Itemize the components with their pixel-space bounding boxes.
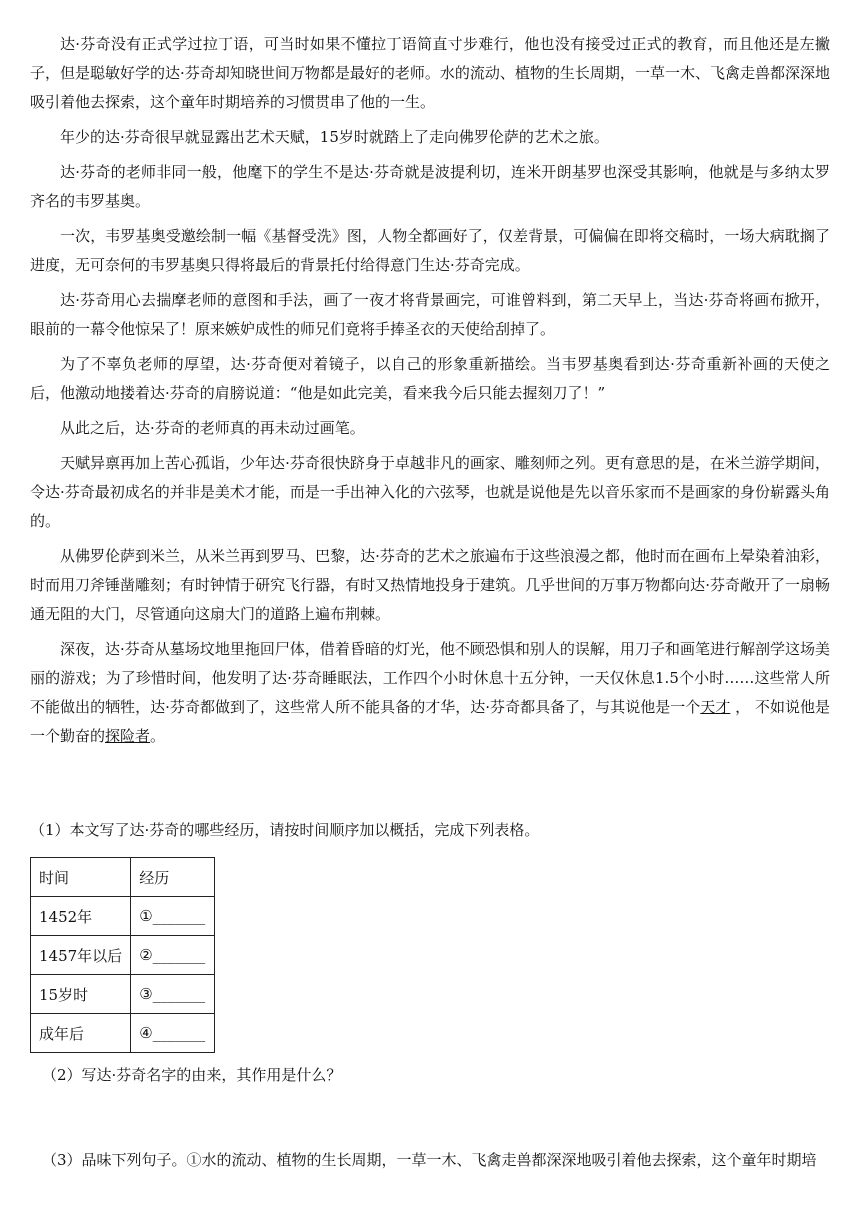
paragraph-2: 年少的达·芬奇很早就显露出艺术天赋，15岁时就踏上了走向佛罗伦萨的艺术之旅。 [60,128,609,146]
table-row [31,1014,215,1053]
paragraph-8: 天赋异禀再加上苦心孤诣，少年达·芬奇很快跻身于卓越非凡的画家、雕刻师之列。更有意思的是，在米兰游学期间，令达·芬奇最初成名的并非是美术才能，而是一手出神入化的六弦琴，也就是说他是先以音乐家而不是画家的身份崭露头角的。 [30,454,830,530]
table-cell-time: 1457年以后 [31,936,131,975]
paragraph-3: 达·芬奇的老师非同一般，他麾下的学生不是达·芬奇就是波提利切，连米开朗基罗也深受其影响，他就是与多纳太罗齐名的韦罗基奥。 [30,163,830,210]
table-cell-time: 15岁时 [31,975,131,1014]
paragraph-10 [30,635,830,751]
table-cell-blank[interactable]: ④_______ [131,1014,215,1053]
table-header-row [31,858,215,897]
question-2: （2）写达·芬奇名字的由来，其作用是什么？ [42,1066,342,1084]
table-cell-blank[interactable]: ①_______ [131,897,215,936]
underlined-word-explorer: 探险者 [105,727,151,745]
table-header-experience: 经历 [131,858,215,897]
paragraph-10-text-start: 深夜，达·芬奇从墓场坟地里拖回尸体，借着昏暗的灯光，他不顾恐惧和别人的误解，用刀子和画笔进行解剖学这场美丽的游戏；为了珍惜时间，他发明了达·芬奇睡眠法，工作四个小时休息十五分钟，一天仅休息1.5个小时……这些常人所不能做出的牺牲，达·芬奇都做到了，这些常人所不能具备的才华，达·芬奇都具备了，与其说他是一个 [30,640,830,716]
table-header-time: 时间 [31,858,131,897]
table-cell-blank[interactable]: ③_______ [131,975,215,1014]
paragraph-10-text-middle: ， 不如说他是一个勤奋的 [30,698,830,745]
article-body [30,30,830,757]
paragraph-7: 从此之后，达·芬奇的老师真的再未动过画笔。 [60,419,365,437]
paragraph-6: 为了不辜负老师的厚望，达·芬奇便对着镜子，以自己的形象重新描绘。当韦罗基奥看到达·芬奇重新补画的天使之后，他激动地搂着达·芬奇的肩膀说道：“他是如此完美，看来我今后只能去握刻刀了！” [30,355,830,402]
question-1: （1）本文写了达·芬奇的哪些经历，请按时间顺序加以概括，完成下列表格。 [30,821,540,839]
paragraph-9: 从佛罗伦萨到米兰，从米兰再到罗马、巴黎，达·芬奇的艺术之旅遍布于这些浪漫之都，他时而在画布上晕染着油彩，时而用刀斧锤凿雕刻；有时钟情于研究飞行器，有时又热情地投身于建筑。几乎世间的万事万物都向达·芬奇敞开了一扇畅通无阻的大门，尽管通向这扇大门的道路上遍布荆棘。 [30,547,830,623]
question-3: （3）品味下列句子。①水的流动、植物的生长周期，一草一木、飞禽走兽都深深地吸引着他去探索，这个童年时期培 [42,1151,817,1169]
experience-table [30,857,215,1053]
table-cell-time: 1452年 [31,897,131,936]
paragraph-1: 达·芬奇没有正式学过拉丁语，可当时如果不懂拉丁语简直寸步难行，他也没有接受过正式的教育，而且他还是左撇子，但是聪敏好学的达·芬奇却知晓世间万物都是最好的老师。水的流动、植物的生长周期，一草一木、飞禽走兽都深深地吸引着他去探索，这个童年时期培养的习惯贯串了他的一生。 [30,35,830,111]
table-cell-time: 成年后 [31,1014,131,1053]
table-cell-blank[interactable]: ②_______ [131,936,215,975]
paragraph-5: 达·芬奇用心去揣摩老师的意图和手法，画了一夜才将背景画完，可谁曾料到，第二天早上，当达·芬奇将画布掀开，眼前的一幕令他惊呆了！原来嫉妒成性的师兄们竟将手捧圣衣的天使给刮掉了。 [30,291,830,338]
underlined-word-genius: 天才 [700,698,731,716]
paragraph-4: 一次，韦罗基奥受邀绘制一幅《基督受洗》图，人物全都画好了，仅差背景，可偏偏在即将交稿时，一场大病耽搁了进度，无可奈何的韦罗基奥只得将最后的背景托付给得意门生达·芬奇完成。 [30,227,830,274]
paragraph-10-text-end: 。 [150,727,166,745]
table-row [31,975,215,1014]
table-row [31,897,215,936]
table-row [31,936,215,975]
